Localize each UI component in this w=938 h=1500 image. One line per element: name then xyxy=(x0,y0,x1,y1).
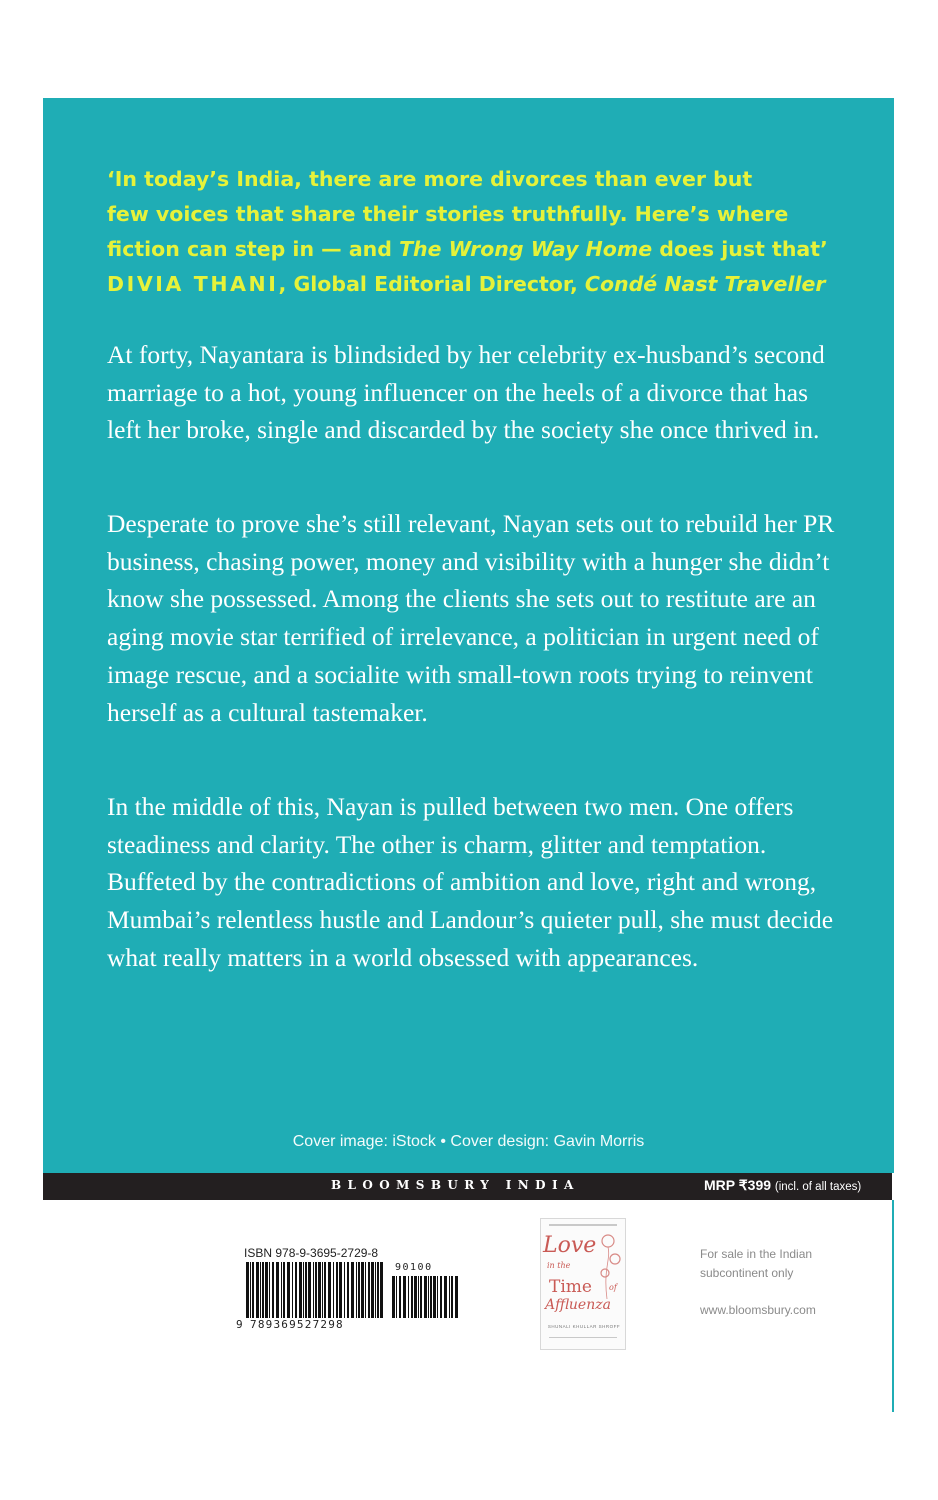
thumbnail-title-time: Time xyxy=(549,1277,592,1297)
barcode-bar xyxy=(344,1262,345,1318)
barcode-bar xyxy=(356,1262,357,1318)
barcode-bar xyxy=(361,1262,364,1318)
barcode-bar xyxy=(287,1262,290,1318)
addon-barcode xyxy=(392,1276,458,1318)
barcode-bar xyxy=(246,1262,249,1318)
barcode-bar xyxy=(428,1276,429,1318)
barcode-bar xyxy=(414,1276,417,1318)
barcode-bar xyxy=(444,1276,447,1318)
barcode-bar xyxy=(433,1276,436,1318)
barcode-bar xyxy=(281,1262,282,1318)
barcode-bar xyxy=(339,1262,342,1318)
thumbnail-title-love: Love xyxy=(543,1233,597,1258)
quote-line-3-pre: fiction can step in — and xyxy=(107,237,400,261)
barcode-bar xyxy=(256,1262,259,1318)
barcode-bar xyxy=(313,1262,314,1318)
barcode-bar xyxy=(283,1262,285,1318)
barcode-bar xyxy=(420,1276,422,1318)
barcode-bar xyxy=(451,1276,453,1318)
tax-note: (incl. of all taxes) xyxy=(774,1181,862,1193)
barcode-bar xyxy=(336,1262,338,1318)
attribution-publication: Condé Nast Traveller xyxy=(584,272,826,296)
barcode-bar xyxy=(365,1262,366,1318)
barcode-bar xyxy=(408,1276,409,1318)
barcode-bar xyxy=(351,1262,354,1318)
cover-credits: Cover image: iStock • Cover design: Gavin Morris xyxy=(292,1133,645,1150)
attribution-name: DIVIA THANI xyxy=(107,272,279,296)
barcode-bar xyxy=(455,1276,458,1318)
barcode-bar xyxy=(276,1262,279,1318)
publisher-website: www.bloomsbury.com xyxy=(700,1303,816,1317)
publisher-strip xyxy=(43,1173,892,1200)
quote-line-1: ‘In today’s India, there are more divorces than ever but xyxy=(107,167,753,191)
barcode-bar xyxy=(449,1276,450,1318)
quote-line-3 xyxy=(107,232,867,267)
barcode-bar xyxy=(392,1276,395,1318)
thumbnail-title-affluenza: Affluenza xyxy=(545,1297,611,1313)
endorsement-quote xyxy=(107,162,867,302)
barcode-bar xyxy=(295,1262,297,1318)
sale-territory-note xyxy=(700,1245,812,1283)
thumbnail-author: SHUNALI KHULLAR SHROFF xyxy=(547,1324,621,1329)
isbn-barcode xyxy=(246,1262,386,1318)
mrp-value: MRP ₹399 xyxy=(704,1177,772,1193)
book-title-mention: The Wrong Way Home xyxy=(399,237,653,261)
barcode-bar xyxy=(396,1276,397,1318)
spine-edge-line xyxy=(892,1200,894,1412)
barcode-bar xyxy=(418,1276,419,1318)
barcode-bar xyxy=(324,1262,326,1318)
publisher-name: BLOOMSBURY INDIA xyxy=(331,1178,580,1192)
thumbnail-title-of: of xyxy=(609,1283,617,1292)
isbn-label: ISBN 978-9-3695-2729-8 xyxy=(244,1246,379,1260)
barcode-bar xyxy=(368,1262,370,1318)
blurb-paragraph-1: At forty, Nayantara is blindsided by her celebrity ex-husband’s second marriage to a hot, young influencer on the heels of a divorce that has left her broke, single and discarded by the society she once thrived in. xyxy=(107,340,825,445)
barcode-bar xyxy=(252,1262,254,1318)
barcode-bar xyxy=(305,1262,307,1318)
barcode-bar xyxy=(308,1262,311,1318)
barcode-bar xyxy=(315,1262,317,1318)
barcode-bar xyxy=(333,1262,334,1318)
thumbnail-title-inthe: in the xyxy=(547,1261,571,1270)
barcode-bar xyxy=(260,1262,261,1318)
sale-line-1: For sale in the Indian xyxy=(700,1247,813,1261)
barcode-bar xyxy=(265,1262,268,1318)
barcode-bar xyxy=(269,1262,270,1318)
barcode-bar xyxy=(424,1276,427,1318)
barcode-bar xyxy=(303,1262,304,1318)
quote-attribution xyxy=(107,267,867,302)
barcode-bar xyxy=(292,1262,293,1318)
barcode-bar xyxy=(347,1262,349,1318)
back-cover-panel xyxy=(43,98,894,1173)
sale-line-2: subcontinent only xyxy=(700,1266,794,1280)
barcode-bar xyxy=(377,1262,379,1318)
related-book-thumbnail xyxy=(540,1218,626,1350)
barcode-bar xyxy=(403,1276,406,1318)
barcode-first-digit: 9 xyxy=(236,1318,243,1331)
thumbnail-rule-bottom xyxy=(549,1337,617,1338)
barcode-bar xyxy=(437,1276,438,1318)
quote-line-3-post: does just that’ xyxy=(652,237,828,261)
barcode-bar xyxy=(371,1262,374,1318)
quote-line-2: few voices that share their stories truthfully. Here’s where xyxy=(107,202,789,226)
barcode-bar xyxy=(299,1262,302,1318)
barcode-bar xyxy=(272,1262,274,1318)
blurb-paragraph-2: Desperate to prove she’s still relevant, Nayan sets out to rebuild her PR business, chasing power, money and visibility with a hunger she didn’t know she possessed. Among the clients she sets out to restitute are an aging movie star terrified of irrelevance, a politician in urgent need of image rescue, and a socialite with small-town roots trying to reinvent herself as a cultural tastemaker. xyxy=(107,509,835,727)
barcode-addon-digits: 90100 xyxy=(395,1262,433,1273)
barcode-bar xyxy=(375,1262,376,1318)
barcode-bar xyxy=(430,1276,432,1318)
price-label xyxy=(704,1177,861,1194)
thumbnail-rule-top xyxy=(549,1224,617,1226)
barcode-bar xyxy=(411,1276,413,1318)
attribution-role: , Global Editorial Director, xyxy=(278,272,585,296)
barcode-bar xyxy=(440,1276,442,1318)
blurb-paragraph-3: In the middle of this, Nayan is pulled between two men. One offers steadiness and clarity. The other is charm, glitter and temptation. Buffeted by the contradictions of ambition and love, right and wrong, Mumbai’s relentless hustle and Landour’s quieter pull, she must decide what really matters in a world obsessed with appearances. xyxy=(107,792,834,972)
barcode-bar xyxy=(399,1276,401,1318)
barcode-bar xyxy=(328,1262,331,1318)
barcode-bar xyxy=(380,1262,383,1318)
barcode-digits: 789369527298 xyxy=(250,1318,344,1331)
barcode-bar xyxy=(322,1262,323,1318)
barcode-bar xyxy=(250,1262,251,1318)
barcode-bar xyxy=(318,1262,321,1318)
barcode-bar xyxy=(262,1262,264,1318)
barcode-bar xyxy=(358,1262,360,1318)
